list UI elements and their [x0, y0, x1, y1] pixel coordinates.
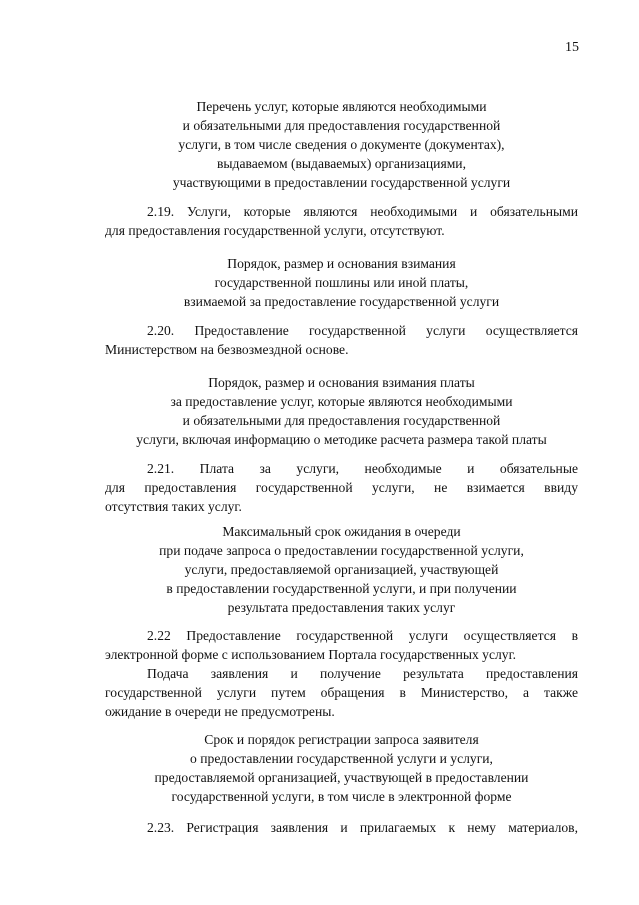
- paragraph-line: 2.20. Предоставление государственной услуги осуществляется: [147, 323, 578, 338]
- paragraph-line: 2.22 Предоставление государственной услуги осуществляется в: [147, 628, 578, 643]
- paragraph-2-20: [105, 321, 578, 359]
- paragraph-line: 2.19. Услуги, которые являются необходимыми и обязательными: [147, 204, 578, 219]
- paragraph-line: электронной форме с использованием Портала государственных услуг.: [105, 647, 517, 662]
- heading-line: о предоставлении государственной услуги и услуги,: [190, 751, 493, 766]
- paragraph-2-19: [105, 202, 578, 240]
- heading-line: Перечень услуг, которые являются необходимыми: [196, 99, 487, 114]
- paragraph-line: 2.21. Плата за услуги, необходимые и обязательные: [147, 461, 578, 476]
- paragraph-line: для предоставления государственной услуги, отсутствуют.: [105, 223, 445, 238]
- heading-line: и обязательными для предоставления государственной: [182, 118, 501, 133]
- heading-line: Порядок, размер и основания взимания: [227, 256, 456, 271]
- heading-required-services: [105, 97, 578, 192]
- paragraph-line: ожидание в очереди не предусмотрены.: [105, 704, 335, 719]
- heading-fee-for-services: [105, 373, 578, 449]
- heading-line: участвующими в предоставлении государственной услуги: [172, 175, 511, 190]
- heading-line: Порядок, размер и основания взимания платы: [208, 375, 475, 390]
- heading-line: взимаемой за предоставление государственной услуги: [183, 294, 500, 309]
- heading-line: результата предоставления таких услуг: [227, 600, 456, 615]
- heading-line: Срок и порядок регистрации запроса заявителя: [204, 732, 479, 747]
- paragraph-2-23: [105, 818, 578, 837]
- heading-line: государственной пошлины или иной платы,: [214, 275, 469, 290]
- paragraph-line: Министерством на безвозмездной основе.: [105, 342, 349, 357]
- paragraph-line: 2.23. Регистрация заявления и прилагаемых к нему материалов,: [147, 820, 578, 835]
- heading-queue-waiting: [105, 522, 578, 617]
- page-number: 15: [565, 40, 579, 55]
- paragraph-line: государственной услуги путем обращения в Министерство, а также: [105, 685, 578, 700]
- paragraph-2-22: [105, 626, 578, 664]
- paragraph-2-21: [105, 459, 578, 516]
- paragraph-line: Подача заявления и получение результата предоставления: [147, 666, 578, 681]
- heading-line: за предоставление услуг, которые являются необходимыми: [170, 394, 513, 409]
- paragraph-line: отсутствия таких услуг.: [105, 499, 242, 514]
- heading-line: в предоставлении государственной услуги, и при получении: [166, 581, 517, 596]
- heading-registration: [105, 730, 578, 806]
- heading-line: услуги, предоставляемой организацией, участвующей: [184, 562, 499, 577]
- heading-state-fee: [105, 254, 578, 311]
- heading-line: государственной услуги, в том числе в электронной форме: [171, 789, 512, 804]
- heading-line: услуги, включая информацию о методике расчета размера такой платы: [136, 432, 547, 447]
- heading-line: услуги, в том числе сведения о документе (документах),: [178, 137, 505, 152]
- paragraph-2-22-submission: [105, 664, 578, 721]
- heading-line: Максимальный срок ожидания в очереди: [222, 524, 461, 539]
- heading-line: при подаче запроса о предоставлении государственной услуги,: [159, 543, 524, 558]
- heading-line: выдаваемом (выдаваемых) организациями,: [217, 156, 466, 171]
- heading-line: предоставляемой организацией, участвующей в предоставлении: [154, 770, 529, 785]
- heading-line: и обязательными для предоставления государственной: [182, 413, 501, 428]
- paragraph-line: для предоставления государственной услуги, не взимается ввиду: [105, 480, 578, 495]
